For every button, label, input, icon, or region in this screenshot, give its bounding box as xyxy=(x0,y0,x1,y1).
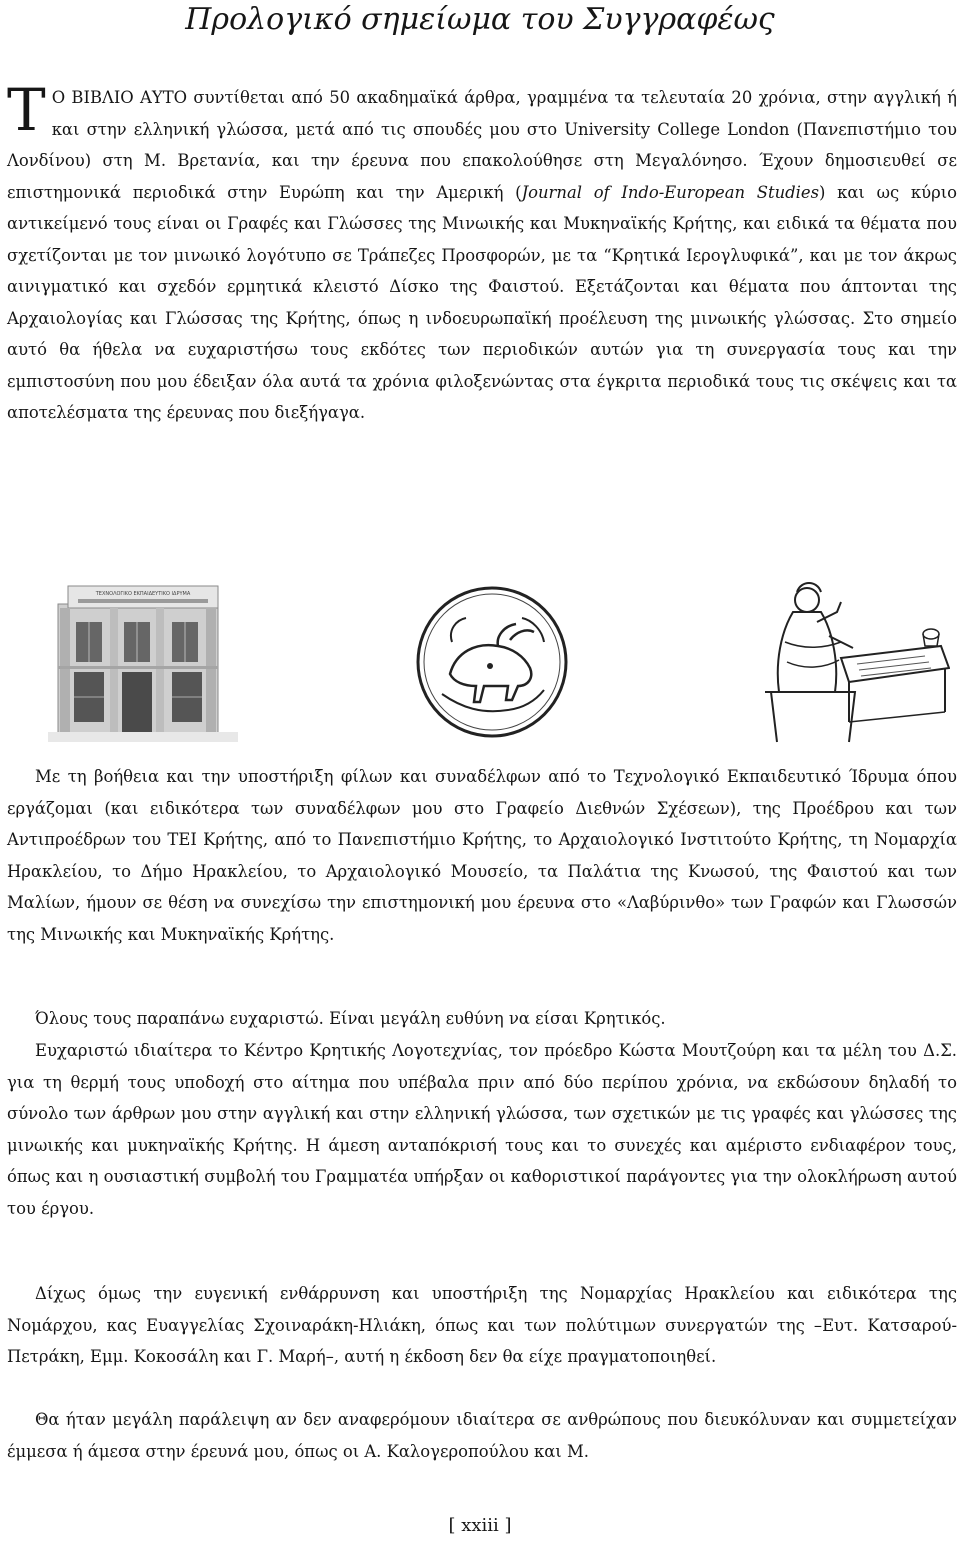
paragraph-thanks: Όλους τους παραπάνω ευχαριστώ. Είναι μεγάλη ευθύνη να είσαι Κρητικός. xyxy=(35,1009,666,1028)
intro-text-part-1: Ο ΒΙΒΛΙΟ ΑΥΤΟ συντίθεται από 50 ακαδημαϊκά άρθρα, γραμμένα τα τελευταία 20 χρόνια, στην αγγλική ή και στην ελληνική γλώσσα, μετά από τις σπουδές μου στο University College London (Πανεπιστήμιο του Λονδίνου) στη Μ. Βρετανία, και την έρευνα που επακολούθησε στη Μεγαλόνησο. Έχουν δημοσιευθεί σε επιστημονικά περιοδικά στην Ευρώπη και την Αμερική ( xyxy=(7,88,957,202)
page-title: Προλογικό σημείωμα του Συγγραφέως xyxy=(185,2,775,37)
building-photo xyxy=(48,578,238,742)
building-sign: ΤΕΧΝΟΛΟΓΙΚΟ ΕΚΠΑΙΔΕΥΤΙΚΟ ΙΔΡΥΜΑ xyxy=(95,591,191,597)
intro-paragraph xyxy=(7,76,957,429)
illustrations-row xyxy=(0,572,960,752)
page-number: [ xxiii ] xyxy=(448,1515,512,1536)
paragraph-literature-centre: Ευχαριστώ ιδιαίτερα το Κέντρο Κρητικής Λογοτεχνίας, τον πρόεδρο Κώστα Μουτζούρη και τα μέλη του Δ.Σ. για τη θερμή τους υποδοχή στο αίτημα που υπέβαλα πριν από δύο περίπου χρόνια, να εκδώσουν δηλαδή το σύνολο των άρθρων μου στην αγγλική και στην ελληνική γλώσσα, των σχετικών με τις γραφές και γλώσσες της μινωικής και μυκηναϊκής Κρήτης. Η άμεση ανταπόκρισή τους και το συνεχές και αμέριστο ενδιαφέρον τους, όπως και η ουσιαστική συμβολή του Γραμματέα υπήρξαν οι καθοριστικοί παράγοντες για την ολοκλήρωση αυτού του έργου. xyxy=(7,1041,957,1218)
paragraph-support: Με τη βοήθεια και την υποστήριξη φίλων και συναδέλφων από το Τεχνολογικό Εκπαιδευτικό Ίδρυμα όπου εργάζομαι (και ειδικότερα των συναδέλφων μου στο Γραφείο Διεθνών Σχέσεων), της Προέδρου και των Αντιπροέδρων του ΤΕΙ Κρήτης, από το Πανεπιστήμιο Κρήτης, το Αρχαιολογικό Ινστιτούτο Κρήτης, τη Νομαρχία Ηρακλείου, το Δήμο Ηρακλείου, το Αρχαιολογικό Μουσείο, τα Παλάτια της Κνωσού, της Φαιστού και των Μαλίων, ήμουν σε θέση να συνεχίσω την επιστημονική μου έρευνα στο «Λαβύρινθο» των Γραφών και Γλωσσών της Μινωικής και Μυκηναϊκής Κρήτης. xyxy=(7,767,957,944)
drop-cap: Τ xyxy=(7,76,46,144)
intro-text-part-2: ) και ως κύριο αντικείμενό τους είναι οι Γραφές και Γλώσσες της Μινωικής και Μυκηναϊκής Κρήτης, και ειδικά τα θέματα που σχετίζονται με τον μινωικό λογότυπο σε Τράπεζες Προσφορών, με τα “Κρητικά Ιερογλυφικά”, και με τον άκρως αινιγματικό και σχεδόν ερμητικά κλειστό Δίσκο της Φαιστού. Εξετάζονται και θέματα που άπτονται της Αρχαιολογίας και Γλώσσας της Κρήτης, όπως η ινδοευρωπαϊκή προέλευση της μινωικής γλώσσας. Στο σημείο αυτό θα ήθελα να ευχαριστήσω τους εκδότες των περιοδικών αυτών για τη συνεργασία τους και την εμπιστοσύνη που μου έδειξαν όλα αυτά τα χρόνια φιλοξενώντας στα έγκριτα περιοδικά τους τις σκέψεις και τα αποτελέσματα της έρευνας που διεξήγαγα. xyxy=(7,182,957,422)
paragraph-acknowledgements: Θα ήταν μεγάλη παράλειψη αν δεν αναφερόμουν ιδιαίτερα σε ανθρώπους που διευκόλυναν και συμμετείχαν έμμεσα ή άμεσα στην έρευνά μου, όπως οι Α. Καλογεροπούλου και Μ. xyxy=(7,1410,957,1461)
journal-name: Journal of Indo-European Studies xyxy=(521,182,819,202)
minoan-seal-emblem xyxy=(412,582,572,742)
paragraph-prefecture: Δίχως όμως την ευγενική ενθάρρυνση και υποστήριξη της Νομαρχίας Ηρακλείου και ειδικότερα της Νομάρχου, κας Ευαγγελίας Σχοιναράκη-Ηλιάκη, όπως και των πολύτιμων συνεργατών της –Ευτ. Κατσαρού-Πετράκη, Εμμ. Κοκοσάλη και Γ. Μαρή–, αυτή η έκδοση δεν θα είχε πραγματοποιηθεί. xyxy=(7,1284,957,1366)
scribe-illustration xyxy=(745,572,950,750)
